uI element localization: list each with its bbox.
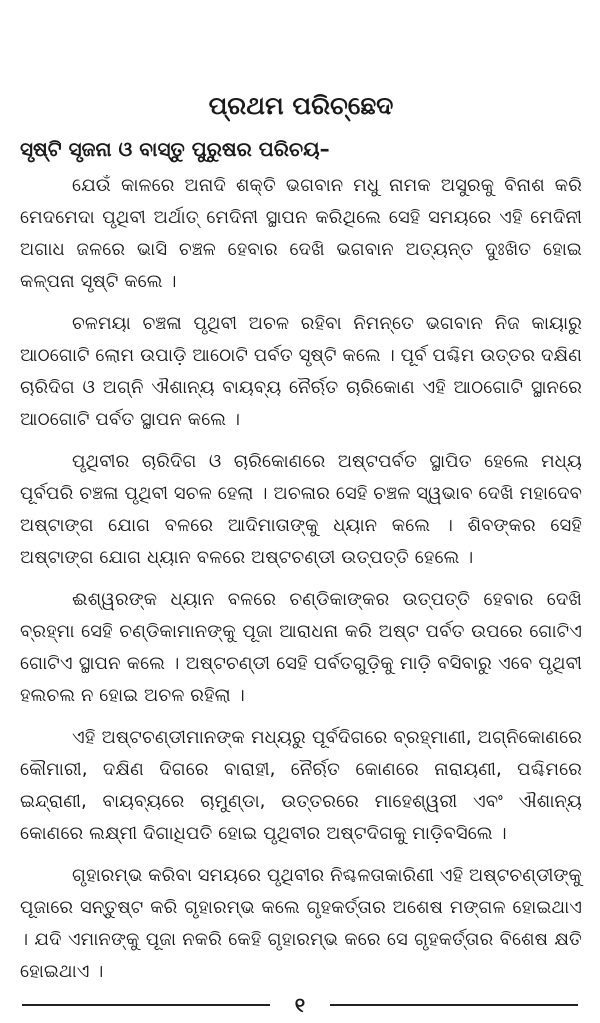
chapter-title: ପ୍ରଥମ ପରିଚ୍ଛେଦ [208,91,394,120]
paragraph: ଚଳମୟା ଚଞ୍ଚଳା ପୃଥିବୀ ଅଚଳ ରହିବା ନିମନ୍ତେ ଭଗବାନ ନିଜ କାୟାରୁ ଆଠଗୋଟି ଲୋମ ଉପାଡ଼ି ଆଠୋଟି ପର୍ବତ ସୃଷ୍ଟି କଲେ । ପୂର୍ବ ପଶ୍ଚିମ ଉତ୍ତର ଦକ୍ଷିଣ ଚାରିଦିଗ ଓ ଅଗ୍ନି ଐଶାନ୍ୟ ବାୟବ୍ୟ ନୈର୍ଋତ ଚାରିକୋଣ ଏହି ଆଠଗୋଟି ସ୍ଥାନରେ ଆଠଗୋଟି ପର୍ବତ ସ୍ଥାପନ କଲେ । [20,313,582,430]
page-number: ୧ [294,993,306,1017]
footer-rule-left [22,1004,270,1006]
paragraph: ଈଶ୍ୱରଙ୍କ ଧ୍ୟାନ ବଳରେ ଚଣ୍ଡିକାଙ୍କର ଉତ୍ପତ୍ତି ହେବାର ଦେଖି ବ୍ରହ୍ମା ସେହି ଚଣ୍ଡିକାମାନଙ୍କୁ ପୂଜା ଆରାଧନା କରି ଅଷ୍ଟ ପର୍ବତ ଉପରେ ଗୋଟିଏ ଗୋଟିଏ ସ୍ଥାପନ କଲେ । ଅଷ୍ଟଚଣ୍ଡୀ ସେହି ପର୍ବତଗୁଡ଼ିକୁ ମାଡ଼ି ବସିବାରୁ ଏବେ ପୃଥିବୀ ହଲଚଲ ନ ହୋଇ ଅଚଳ ରହିଲା । [20,589,582,706]
paragraph: ଗୃହାରମ୍ଭ କରିବା ସମୟରେ ପୃଥିବୀର ନିଶ୍ଚଳତାକାରିଣୀ ଏହି ଅଷ୍ଟଚଣ୍ଡୀଙ୍କୁ ପୂଜାରେ ସନ୍ତୁଷ୍ଟ କରି ଗୃହାରମ୍ଭ କଲେ ଗୃହକର୍ତ୍ତାର ଅଶେଷ ମଙ୍ଗଳ ହୋଇଥାଏ । ଯଦି ଏମାନଙ୍କୁ ପୂଜା ନକରି କେହି ଗୃହାରମ୍ଭ କରେ ସେ ଗୃହକର୍ତ୍ତାର ବିଶେଷ କ୍ଷତି ହୋଇଥାଏ । [20,865,582,982]
section-heading: ସୃଷ୍ଟି ସୃଜନା ଓ ବାସ୍ତୁ ପୁରୁଷର ପରିଚୟ– [20,137,330,161]
paragraph: ଯେଉଁ କାଳରେ ଅନାଦି ଶକ୍ତି ଭଗବାନ ମଧୁ ନାମକ ଅସୁରକୁ ବିନାଶ କରି ମେଦମେଦା ପୃଥିବୀ ଅର୍ଥାତ୍ ମେଦିନୀ ସ୍ଥାପନ କରିଥିଲେ ସେହି ସମୟରେ ଏହି ମେଦିନୀ ଅଗାଧ ଜଳରେ ଭାସି ଚଞ୍ଚଳ ହେବାର ଦେଖି ଭଗବାନ ଅତ୍ୟନ୍ତ ଦୁଃଖିତ ହୋଇ କଳ୍ପନା ସୃଷ୍ଟି କଲେ । [20,175,582,292]
body-text [20,170,582,988]
footer-rule-right [330,1004,578,1006]
paragraph: ଏହି ଅଷ୍ଟଚଣ୍ଡୀମାନଙ୍କ ମଧ୍ୟରୁ ପୂର୍ବଦିଗରେ ବ୍ରହ୍ମାଣୀ, ଅଗ୍ନିକୋଣରେ କୌମାରୀ, ଦକ୍ଷିଣ ଦିଗରେ ବାରାହୀ, ନୈର୍ଋତ କୋଣରେ ନାରାୟଣୀ, ପଶ୍ଚିମରେ ଇନ୍ଦ୍ରାଣୀ, ବାୟବ୍ୟରେ ଚାମୁଣ୍ଡା, ଉତ୍ତରରେ ମାହେଶ୍ୱରୀ ଏବଂ ଐଶାନ୍ୟ କୋଣରେ ଲକ୍ଷ୍ମୀ ଦିଗାଧିପତି ହୋଇ ପୃଥିବୀର ଅଷ୍ଟଦିଗକୁ ମାଡ଼ିବସିଲେ । [20,727,582,844]
page-footer [22,990,578,1020]
paragraph: ପୃଥିବୀର ଚାରିଦିଗ ଓ ଚାରିକୋଣରେ ଅଷ୍ଟପର୍ବତ ସ୍ଥାପିତ ହେଲେ ମଧ୍ୟ ପୂର୍ବପରି ଚଞ୍ଚଳା ପୃଥିବୀ ସଚଳ ହେଲା । ଅଚଳାର ସେହି ଚଞ୍ଚଳ ସ୍ୱଭାବ ଦେଖି ମହାଦେବ ଅଷ୍ଟାଙ୍ଗ ଯୋଗ ବଳରେ ଆଦିମାତାଙ୍କୁ ଧ୍ୟାନ କଲେ । ଶିବଙ୍କର ସେହି ଅଷ୍ଟାଙ୍ଗ ଯୋଗ ଧ୍ୟାନ ବଳରେ ଅଷ୍ଟଚଣ୍ଡୀ ଉତ୍ପତ୍ତି ହେଲେ । [20,451,582,568]
